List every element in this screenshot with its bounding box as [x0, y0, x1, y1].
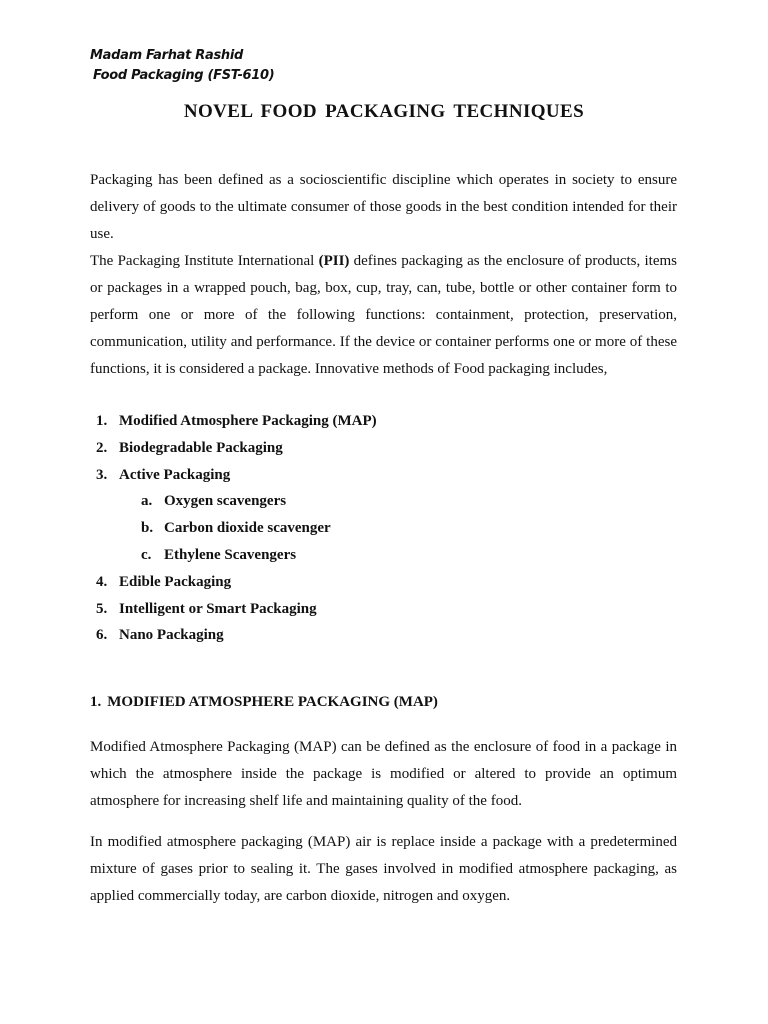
list-item-number: 1. — [96, 413, 108, 429]
document-header — [90, 46, 274, 86]
sub-list-item-text: Ethylene Scavengers — [164, 546, 297, 563]
list-item — [90, 622, 677, 649]
list-item-number: 2. — [96, 439, 108, 456]
pii-abbreviation: (PII) — [318, 253, 350, 269]
list-item — [90, 569, 677, 596]
course-name: Food Packaging (FST-610) — [93, 68, 275, 83]
section-paragraph-2: In modified atmosphere packaging (MAP) air is replace inside a package with a predetermined mixture of gases prior to sealing it. The gases involved in modified atmosphere packaging, as applied commercially today, are carbon dioxide, nitrogen and oxygen. — [90, 834, 677, 904]
sub-list-item-letter: c. — [141, 546, 152, 563]
sub-list-item-text: Carbon dioxide scavenger — [164, 520, 331, 537]
techniques-list — [90, 408, 677, 649]
list-item-text: Active Packaging — [119, 466, 231, 483]
list-item — [90, 435, 677, 462]
sub-list-item — [90, 515, 677, 542]
intro-paragraph-2 — [90, 248, 677, 383]
list-item-text: Modified Atmosphere Packaging (MAP) — [119, 413, 377, 429]
sub-list-item — [90, 488, 677, 515]
sub-list-item — [90, 542, 677, 569]
list-item — [90, 462, 677, 489]
section-title: MODIFIED ATMOSPHERE PACKAGING (MAP) — [107, 694, 438, 710]
sub-list-item-letter: b. — [141, 520, 154, 537]
list-item-number: 3. — [96, 466, 108, 483]
list-item-text: Intelligent or Smart Packaging — [119, 600, 317, 617]
section-heading — [90, 694, 438, 711]
section-paragraph-1: Modified Atmosphere Packaging (MAP) can be defined as the enclosure of food in a package in which the atmosphere inside the package is modified or altered to provide an optimum atmosphere for increasing shelf life and maintaining quality of the food. — [90, 739, 677, 809]
list-item — [90, 408, 677, 435]
intro-paragraph-2-text-start: The Packaging Institute International — [90, 253, 319, 269]
list-item-number: 6. — [96, 627, 108, 644]
list-item-number: 4. — [96, 573, 108, 590]
list-item — [90, 596, 677, 623]
author-name: Madam Farhat Rashid — [90, 48, 244, 63]
list-item-number: 5. — [96, 600, 108, 617]
list-item-text: Biodegradable Packaging — [119, 439, 283, 456]
section-number: 1. — [90, 694, 102, 710]
intro-paragraph-1: Packaging has been defined as a socioscientific discipline which operates in society to ensure delivery of goods to the ultimate consumer of those goods in the best condition intended for their use. — [90, 172, 677, 242]
sub-list-item-text: Oxygen scavengers — [164, 493, 287, 510]
document-title: NOVEL FOOD PACKAGING TECHNIQUES — [183, 101, 585, 122]
intro-paragraph-2-text-end: defines packaging as the enclosure of products, items or packages in a wrapped pouch, bag, box, cup, tray, can, tube, bottle or other container form to perform one or more of the following functions: containment, protection, preservation, communication, utility and performance. If the device or container performs one or more of these functions, it is considered a package. Innovative methods of Food packaging includes, — [90, 253, 677, 377]
sub-list-item-letter: a. — [141, 493, 153, 510]
list-item-text: Nano Packaging — [119, 627, 224, 644]
list-item-text: Edible Packaging — [119, 573, 232, 590]
